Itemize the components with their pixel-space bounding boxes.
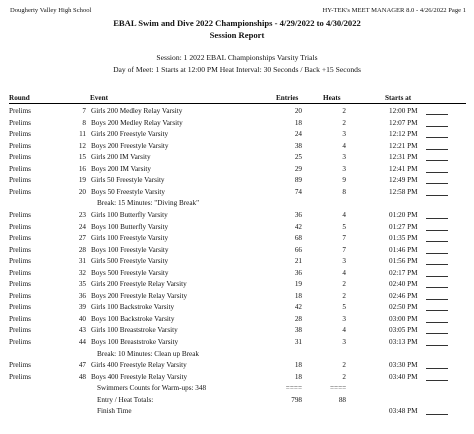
round-cell: Prelims — [9, 314, 31, 323]
heats-cell: 2 — [342, 280, 346, 289]
heats-cell: 3 — [342, 153, 346, 162]
start-time: 01:56 PM — [389, 257, 418, 266]
round-cell: Prelims — [9, 245, 31, 254]
table-row — [0, 210, 474, 221]
round-cell: Prelims — [9, 268, 31, 277]
heats-cell: 2 — [342, 372, 346, 381]
entries-cell: 29 — [294, 164, 302, 173]
event-number: 35 — [78, 280, 86, 289]
table-row — [0, 314, 474, 325]
event-name: Boys 400 Freestyle Relay Varsity — [91, 372, 188, 381]
heats-cell: 4 — [342, 326, 346, 335]
entries-cell: 19 — [294, 280, 302, 289]
blank-line — [426, 276, 448, 277]
event-name: Girls 50 Freestyle Varsity — [91, 176, 165, 185]
blank-line — [426, 172, 448, 173]
heats-total: 88 — [338, 395, 346, 404]
round-cell: Prelims — [9, 222, 31, 231]
table-row — [0, 268, 474, 279]
event-name: Boys 100 Backstroke Varsity — [91, 314, 175, 323]
event-name: Girls 400 Freestyle Relay Varsity — [91, 361, 187, 370]
event-name: Girls 500 Freestyle Varsity — [91, 257, 169, 266]
round-cell: Prelims — [9, 338, 31, 346]
entries-total: 798 — [291, 395, 302, 404]
entries-cell: 36 — [294, 210, 302, 219]
event-number: 23 — [78, 210, 86, 219]
blank-line — [426, 137, 448, 138]
blank-line — [426, 149, 448, 150]
blank-line — [426, 380, 448, 381]
event-name: Girls 100 Breaststroke Varsity — [91, 326, 178, 335]
summary-label: Entry / Heat Totals: — [97, 395, 154, 404]
entries-cell: 38 — [294, 141, 302, 150]
event-name: Boys 200 Medley Relay Varsity — [91, 118, 183, 127]
blank-line — [426, 333, 448, 334]
blank-line — [426, 114, 448, 115]
heats-cell: 5 — [342, 222, 346, 231]
round-cell: Prelims — [9, 280, 31, 289]
event-number: 39 — [78, 303, 86, 312]
column-header-starts: Starts at — [385, 94, 412, 102]
round-cell: Prelims — [9, 291, 31, 300]
start-time: 03:05 PM — [389, 326, 418, 335]
table-row — [0, 256, 474, 267]
heats-cell: 5 — [342, 303, 346, 312]
event-name: Girls 100 Freestyle Varsity — [91, 234, 169, 243]
start-time: 12:58 PM — [389, 187, 418, 196]
event-number: 11 — [79, 130, 86, 139]
entries-cell: 25 — [294, 153, 302, 162]
round-cell: Prelims — [9, 210, 31, 219]
entries-cell: 18 — [294, 372, 302, 381]
event-number: 7 — [82, 107, 86, 115]
heats-total: ==== — [330, 384, 347, 393]
start-time: 02:17 PM — [389, 268, 418, 277]
heats-cell: 3 — [342, 164, 346, 173]
blank-line — [426, 414, 448, 415]
entries-cell: 21 — [294, 257, 302, 266]
heats-cell: 7 — [342, 234, 346, 243]
entries-cell: 18 — [294, 118, 302, 127]
start-time: 12:12 PM — [389, 130, 418, 139]
entries-cell: 42 — [294, 303, 302, 312]
summary-label: Swimmers Counts for Warm-ups: 348 — [97, 384, 207, 393]
event-name: Boys 200 Freestyle Relay Varsity — [91, 291, 188, 300]
start-time: 03:13 PM — [389, 338, 418, 346]
blank-line — [426, 218, 448, 219]
event-name: Boys 500 Freestyle Varsity — [91, 268, 169, 277]
table-row — [0, 302, 474, 313]
round-cell: Prelims — [9, 107, 31, 115]
blank-line — [426, 241, 448, 242]
start-time: 01:35 PM — [389, 234, 418, 243]
event-name: Girls 100 Butterfly Varsity — [91, 210, 168, 219]
break-text: Break: 15 Minutes: "Diving Break" — [97, 199, 200, 208]
table-row — [0, 106, 474, 117]
break-row — [0, 349, 474, 360]
event-number: 44 — [78, 338, 86, 346]
start-time: 12:21 PM — [389, 141, 418, 150]
heats-cell: 2 — [342, 291, 346, 300]
event-number: 48 — [78, 372, 86, 381]
event-number: 16 — [78, 164, 86, 173]
heats-cell: 8 — [342, 187, 346, 196]
heats-cell: 3 — [342, 130, 346, 139]
round-cell: Prelims — [9, 176, 31, 185]
entries-cell: 66 — [294, 245, 302, 254]
event-number: 31 — [78, 257, 86, 266]
event-number: 27 — [78, 234, 86, 243]
event-name: Girls 200 Medley Relay Varsity — [91, 107, 183, 115]
event-number: 47 — [78, 361, 86, 370]
event-name: Boys 200 IM Varsity — [91, 164, 151, 173]
table-row — [0, 129, 474, 140]
table-row — [0, 325, 474, 336]
report-subtitle: Session Report — [209, 30, 265, 40]
start-time: 03:30 PM — [389, 361, 418, 370]
round-cell: Prelims — [9, 141, 31, 150]
blank-line — [426, 322, 448, 323]
event-name: Girls 200 Freestyle Varsity — [91, 130, 169, 139]
session-info: Session: 1 2022 EBAL Championships Varsity Trials — [156, 53, 318, 62]
table-row — [0, 372, 474, 383]
round-cell: Prelims — [9, 326, 31, 335]
round-cell: Prelims — [9, 118, 31, 127]
event-name: Girls 200 Freestyle Relay Varsity — [91, 280, 187, 289]
entries-cell: 18 — [294, 361, 302, 370]
event-number: 40 — [78, 314, 86, 323]
software-header: HY-TEK's MEET MANAGER 8.0 - 4/26/2022 Page 1 — [322, 7, 466, 14]
blank-line — [426, 253, 448, 254]
table-row — [0, 291, 474, 302]
heats-cell: 3 — [342, 338, 346, 346]
entries-cell: 42 — [294, 222, 302, 231]
entries-cell: 36 — [294, 268, 302, 277]
event-name: Boys 100 Freestyle Varsity — [91, 245, 169, 254]
start-time: 12:31 PM — [389, 153, 418, 162]
entries-cell: 24 — [294, 130, 302, 139]
table-row — [0, 360, 474, 371]
blank-line — [426, 287, 448, 288]
table-row — [0, 187, 474, 198]
table-row — [0, 175, 474, 186]
round-cell: Prelims — [9, 303, 31, 312]
start-time: 02:46 PM — [389, 291, 418, 300]
event-name: Girls 200 IM Varsity — [91, 153, 151, 162]
meet-info: Day of Meet: 1 Starts at 12:00 PM Heat Interval: 30 Seconds / Back +15 Seconds — [113, 65, 361, 74]
entries-total: ==== — [285, 384, 302, 393]
column-header-event: Event — [90, 94, 108, 102]
break-text: Break: 10 Minutes: Clean up Break — [97, 349, 200, 358]
summary-row — [0, 406, 474, 417]
blank-line — [426, 264, 448, 265]
break-row — [0, 198, 474, 209]
event-number: 8 — [82, 118, 86, 127]
heats-cell: 4 — [342, 210, 346, 219]
event-number: 24 — [78, 222, 86, 231]
table-row — [0, 164, 474, 175]
start-time: 12:41 PM — [389, 164, 418, 173]
event-number: 12 — [78, 141, 86, 150]
start-time: 01:20 PM — [389, 210, 418, 219]
start-time: 02:50 PM — [389, 303, 418, 312]
round-cell: Prelims — [9, 372, 31, 381]
round-cell: Prelims — [9, 153, 31, 162]
column-header-heats: Heats — [323, 94, 341, 102]
table-row — [0, 222, 474, 233]
round-cell: Prelims — [9, 130, 31, 139]
entries-cell: 74 — [294, 187, 302, 196]
school-name: Dougherty Valley High School — [10, 7, 92, 14]
table-row — [0, 233, 474, 244]
heats-cell: 2 — [342, 361, 346, 370]
column-header-entries: Entries — [276, 94, 299, 102]
start-time: 12:07 PM — [389, 118, 418, 127]
event-name: Girls 100 Backstroke Varsity — [91, 303, 175, 312]
heats-cell: 2 — [342, 118, 346, 127]
entries-cell: 31 — [294, 338, 302, 346]
table-row — [0, 245, 474, 256]
start-time: 03:40 PM — [389, 372, 418, 381]
table-row — [0, 152, 474, 163]
start-time: 01:46 PM — [389, 245, 418, 254]
heats-cell: 3 — [342, 257, 346, 266]
heats-cell: 7 — [342, 245, 346, 254]
table-row — [0, 118, 474, 129]
start-time: 12:49 PM — [389, 176, 418, 185]
entries-cell: 18 — [294, 291, 302, 300]
blank-line — [426, 299, 448, 300]
start-time: 03:00 PM — [389, 314, 418, 323]
blank-line — [426, 345, 448, 346]
summary-label: Finish Time — [97, 407, 132, 416]
blank-line — [426, 183, 448, 184]
start-time: 01:27 PM — [389, 222, 418, 231]
event-number: 19 — [78, 176, 86, 185]
column-header-round: Round — [9, 94, 30, 102]
event-name: Boys 200 Freestyle Varsity — [91, 141, 169, 150]
round-cell: Prelims — [9, 234, 31, 243]
blank-line — [426, 126, 448, 127]
event-number: 43 — [78, 326, 86, 335]
event-name: Boys 100 Butterfly Varsity — [91, 222, 169, 231]
summary-row — [0, 395, 474, 406]
heats-cell: 2 — [342, 107, 346, 115]
start-time: 12:00 PM — [389, 107, 418, 115]
heats-cell: 4 — [342, 268, 346, 277]
blank-line — [426, 368, 448, 369]
entries-cell: 38 — [294, 326, 302, 335]
blank-line — [426, 160, 448, 161]
round-cell: Prelims — [9, 164, 31, 173]
entries-cell: 20 — [294, 107, 302, 115]
event-number: 20 — [78, 187, 86, 196]
start-time: 02:40 PM — [389, 280, 418, 289]
finish-time: 03:48 PM — [389, 407, 418, 416]
entries-cell: 68 — [294, 234, 302, 243]
event-number: 28 — [78, 245, 86, 254]
table-row — [0, 279, 474, 290]
event-name: Boys 100 Breaststroke Varsity — [91, 338, 179, 346]
summary-row — [0, 383, 474, 394]
table-row — [0, 141, 474, 152]
blank-line — [426, 310, 448, 311]
blank-line — [426, 230, 448, 231]
entries-cell: 89 — [294, 176, 302, 185]
table-row — [0, 337, 474, 348]
heats-cell: 4 — [342, 141, 346, 150]
event-number: 15 — [78, 153, 86, 162]
event-number: 32 — [78, 268, 86, 277]
round-cell: Prelims — [9, 257, 31, 266]
event-number: 36 — [78, 291, 86, 300]
blank-line — [426, 195, 448, 196]
event-name: Boys 50 Freestyle Varsity — [91, 187, 165, 196]
heats-cell: 3 — [342, 314, 346, 323]
entries-cell: 28 — [294, 314, 302, 323]
header-rule — [9, 103, 466, 104]
heats-cell: 9 — [342, 176, 346, 185]
report-title: EBAL Swim and Dive 2022 Championships - 4/29/2022 to 4/30/2022 — [113, 18, 361, 28]
round-cell: Prelims — [9, 187, 31, 196]
round-cell: Prelims — [9, 361, 31, 370]
